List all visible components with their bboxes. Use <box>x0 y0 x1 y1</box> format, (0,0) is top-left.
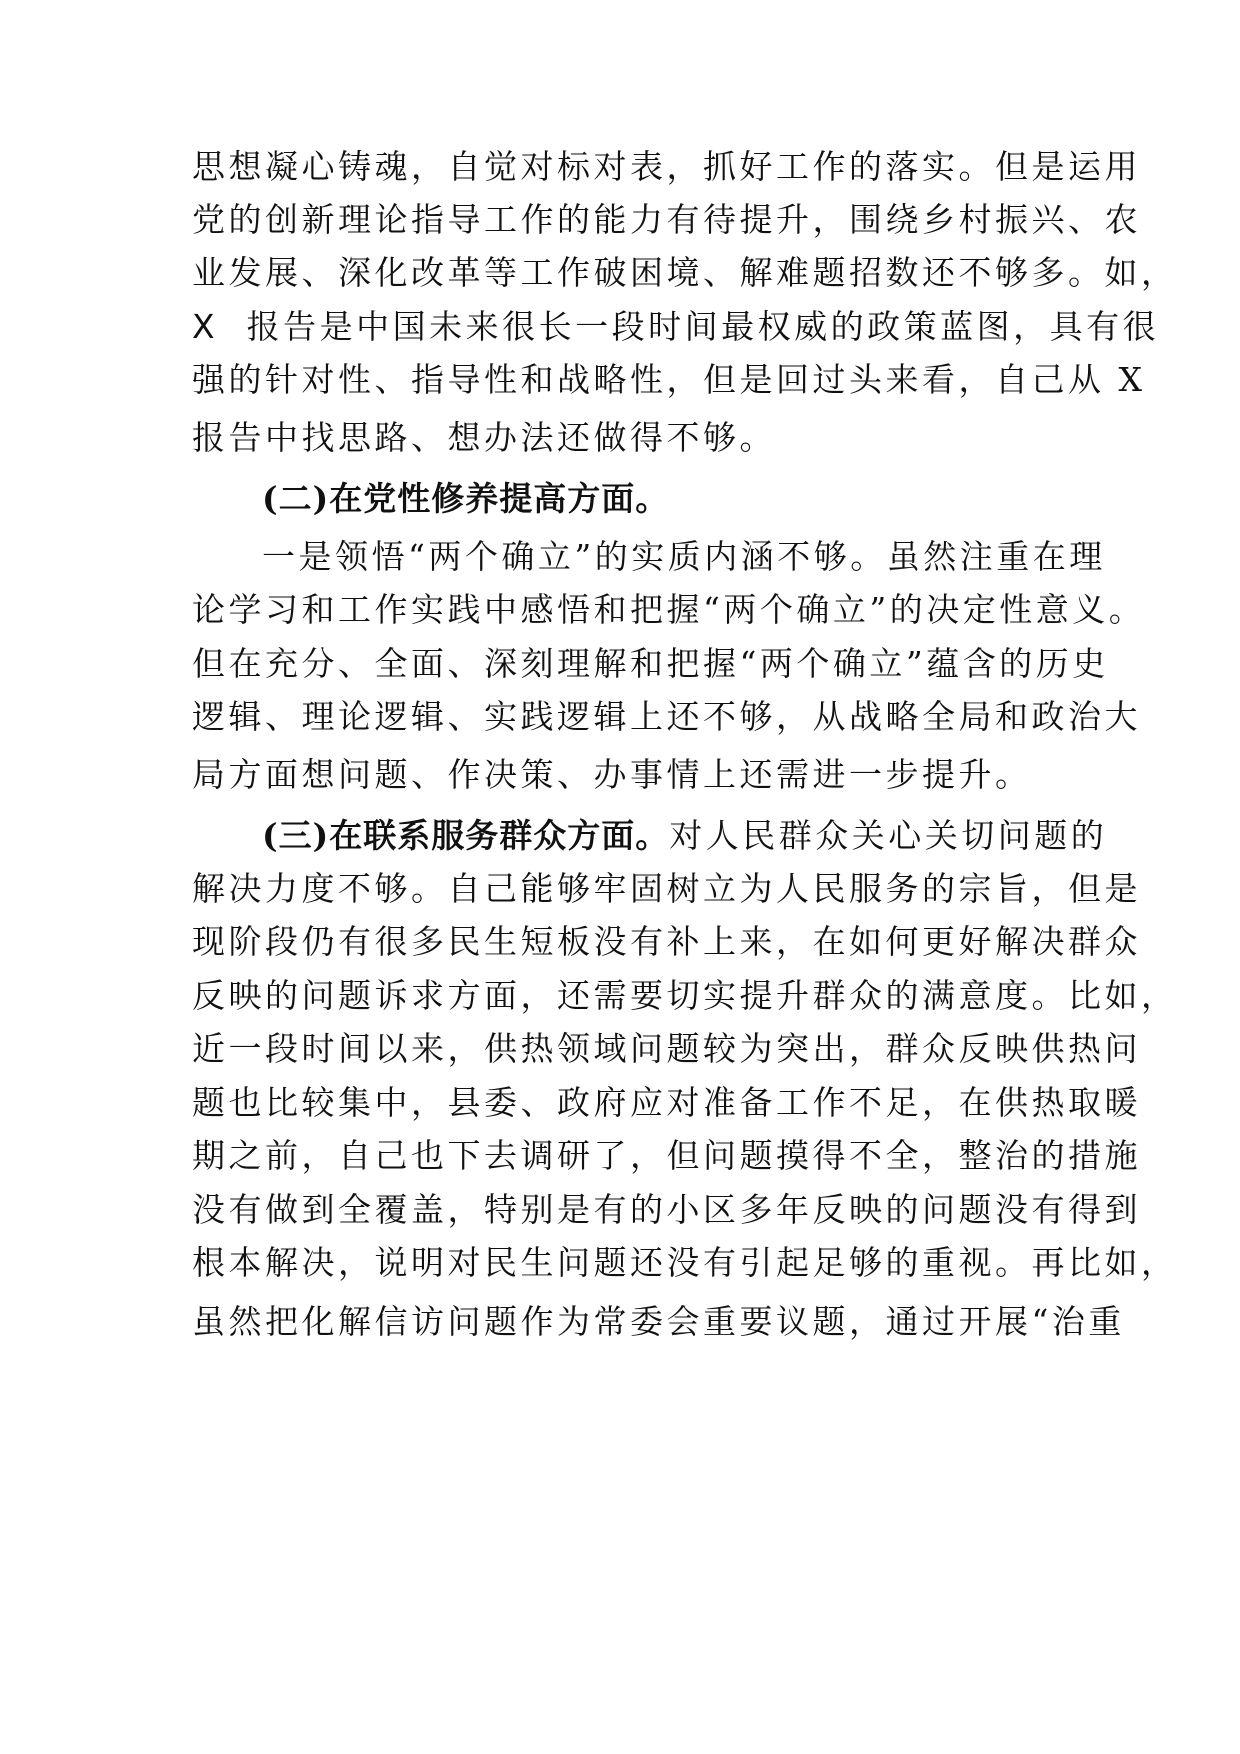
section-heading-2: (二)在党性修养提高方面。 <box>262 479 670 518</box>
body-line: 论学习和工作实践中感悟和把握“两个确立”的决定性意义。 <box>192 590 1146 629</box>
body-line <box>192 307 1160 347</box>
body-line: 解决力度不够。自己能够牢固树立为人民服务的宗旨，但是 <box>192 869 1141 908</box>
body-line: 反映的问题诉求方面，还需要切实提升群众的满意度。比如， <box>192 976 1178 1015</box>
body-line: 没有做到全覆盖，特别是有的小区多年反映的问题没有得到 <box>192 1190 1141 1229</box>
body-line <box>262 816 1108 856</box>
body-line: 题也比较集中，县委、政府应对准备工作不足，在供热取暖 <box>192 1083 1141 1122</box>
body-line: 党的创新理论指导工作的能力有待提升，围绕乡村振兴、农 <box>192 200 1141 239</box>
body-line: 思想凝心铸魂，自觉对标对表，抓好工作的落实。但是运用 <box>192 147 1141 186</box>
body-line: 虽然把化解信访问题作为常委会重要议题，通过开展“治重 <box>192 1302 1125 1341</box>
body-line: 现阶段仍有很多民生短板没有补上来，在如何更好解决群众 <box>192 922 1141 961</box>
body-line: 局方面想问题、作决策、办事情上还需进一步提升。 <box>192 755 1032 794</box>
body-line: 报告中找思路、想办法还做得不够。 <box>192 418 776 457</box>
body-line-text: 对人民群众关心关切问题的 <box>669 816 1108 855</box>
body-line: 逻辑、理论逻辑、实践逻辑上还不够，从战略全局和政治大 <box>192 697 1141 736</box>
x-marker: X <box>192 307 215 346</box>
body-line: 但在充分、全面、深刻理解和把握“两个确立”蕴含的历史 <box>192 644 1109 683</box>
body-line: 业发展、深化改革等工作破困境、解难题招数还不够多。如， <box>192 253 1178 292</box>
body-line: 近一段时间以来，供热领域问题较为突出，群众反映供热问 <box>192 1029 1141 1068</box>
body-line: 强的针对性、指导性和战略性，但是回过头来看，自己从 X <box>192 360 1146 399</box>
body-line: 根本解决，说明对民生问题还没有引起足够的重视。再比如， <box>192 1243 1178 1282</box>
body-line-text: 报告是中国未来很长一段时间最权威的政策蓝图，具有很 <box>246 307 1160 346</box>
body-line: 期之前，自己也下去调研了，但问题摸得不全，整治的措施 <box>192 1136 1141 1175</box>
section-heading-3: (三)在联系服务群众方面。 <box>262 816 670 855</box>
body-line: 一是领悟“两个确立”的实质内涵不够。虽然注重在理 <box>262 537 1106 576</box>
